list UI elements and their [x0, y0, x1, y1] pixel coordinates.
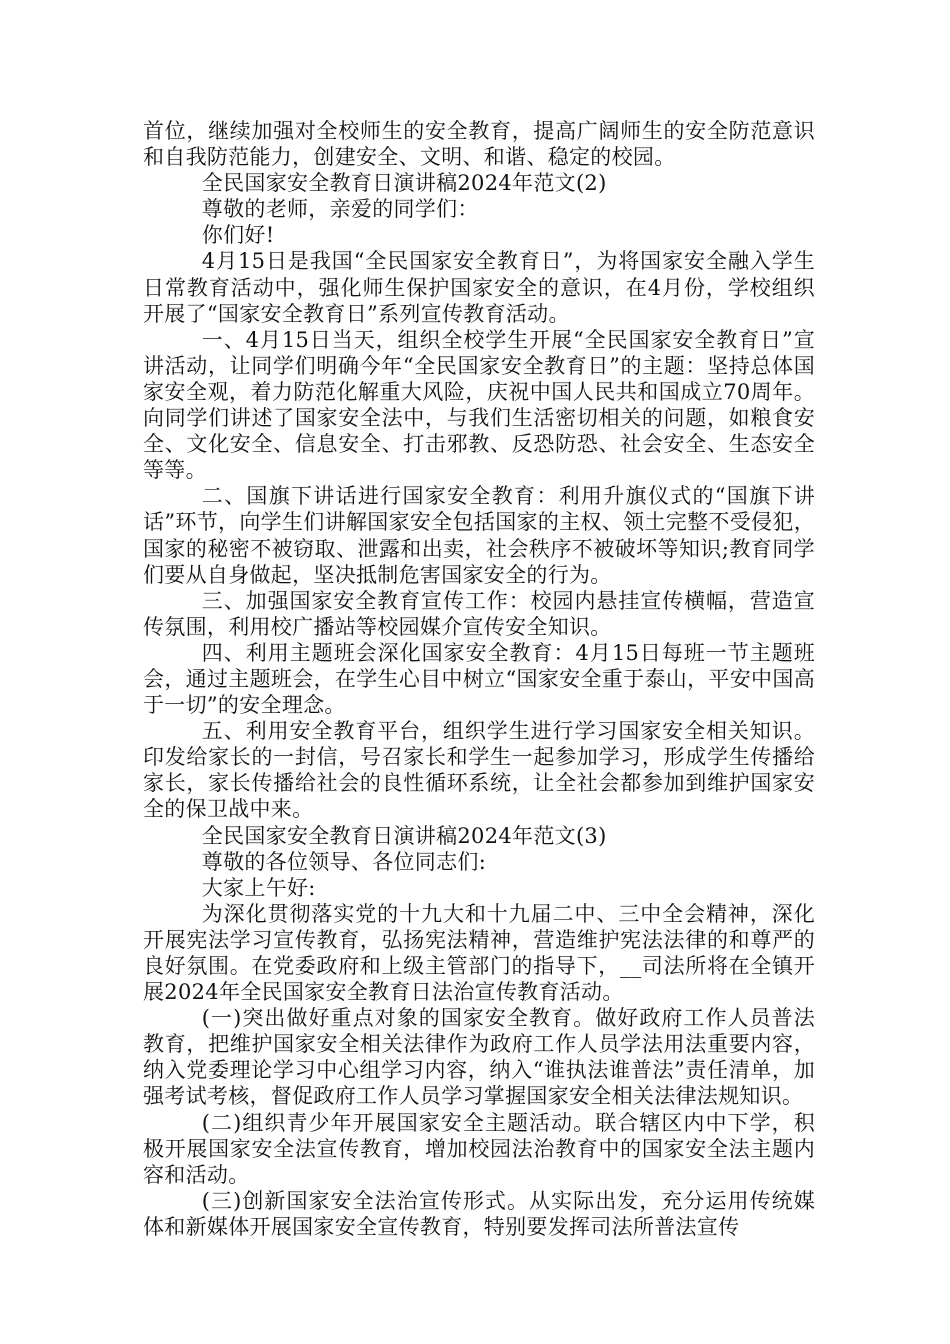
paragraph: (二)组织青少年开展国家安全主题活动。联合辖区内中下学，积极开展国家安全法宣传教育，增加校园法治教育中的国家安全法主题内容和活动。: [143, 1110, 815, 1187]
greeting: 大家上午好:: [201, 875, 316, 900]
section-heading-3: 全民国家安全教育日演讲稿2024年范文(3): [201, 823, 607, 848]
paragraph: 4月15日是我国“全民国家安全教育日”，为将国家安全融入学生日常教育活动中，强化师生保护国家安全的意识，在4月份，学校组织开展了“国家安全教育日”系列宣传教育活动。: [143, 249, 815, 326]
paragraph: 三、加强国家安全教育宣传工作：校园内悬挂宣传横幅，营造宣传氛围，利用校广播站等校园媒介宣传安全知识。: [143, 588, 815, 639]
paragraph: (一)突出做好重点对象的国家安全教育。做好政府工作人员普法教育，把维护国家安全相关法律作为政府工作人员学法用法重要内容，纳入党委理论学习中心组学习内容，纳入“谁执法谁普法”责任清单，加强考试考核，督促政府工作人员学习掌握国家安全相关法律法规知识。: [143, 1006, 815, 1109]
paragraph: (三)创新国家安全法治宣传形式。从实际出发，充分运用传统媒体和新媒体开展国家安全宣传教育，特别要发挥司法所普法宣传: [143, 1188, 815, 1239]
paragraph: 四、利用主题班会深化国家安全教育：4月15日每班一节主题班会，通过主题班会，在学生心目中树立“国家安全重于泰山，平安中国高于一切”的安全理念。: [143, 640, 815, 718]
paragraph: 为深化贯彻落实党的十九大和十九届二中、三中全会精神，深化开展宪法学习宣传教育，弘扬宪法精神，营造维护宪法法律的和尊严的良好氛围。在党委政府和上级主管部门的指导下，__司法所将在全镇开展2024年全民国家安全教育日法治宣传教育活动。: [143, 901, 815, 1005]
section-heading-2: 全民国家安全教育日演讲稿2024年范文(2): [201, 171, 607, 196]
paragraph: 五、利用安全教育平台，组织学生进行学习国家安全相关知识。印发给家长的一封信，号召家长和学生一起参加学习，形成学生传播给家长，家长传播给社会的良性循环系统，让全社会都参加到维护国家安全的保卫战中来。: [143, 719, 815, 822]
paragraph: 一、4月15日当天，组织全校学生开展“全民国家安全教育日”宣讲活动，让同学们明确今年“全民国家安全教育日”的主题：坚持总体国家安全观，着力防范化解重大风险，庆祝中国人民共和国成立70周年。向同学们讲述了国家安全法中，与我们生活密切相关的问题，如粮食安全、文化安全、信息安全、打击邪教、反恐防恐、社会安全、生态安全等等。: [143, 327, 815, 483]
document-body: [143, 118, 815, 1240]
salutation: 尊敬的老师，亲爱的同学们：: [201, 197, 479, 222]
paragraph-continuation: 首位，继续加强对全校师生的安全教育，提高广阔师生的安全防范意识和自我防范能力，创建安全、文明、和谐、稳定的校园。: [143, 119, 815, 170]
salutation: 尊敬的各位领导、各位同志们:: [201, 849, 487, 874]
paragraph: 二、国旗下讲话进行国家安全教育：利用升旗仪式的“国旗下讲话”环节，向学生们讲解国家安全包括国家的主权、领土完整不受侵犯，国家的秘密不被窃取、泄露和出卖，社会秩序不被破坏等知识;教育同学们要从自身做起，坚决抵制危害国家安全的行为。: [143, 484, 815, 587]
greeting: 你们好!: [201, 223, 275, 248]
